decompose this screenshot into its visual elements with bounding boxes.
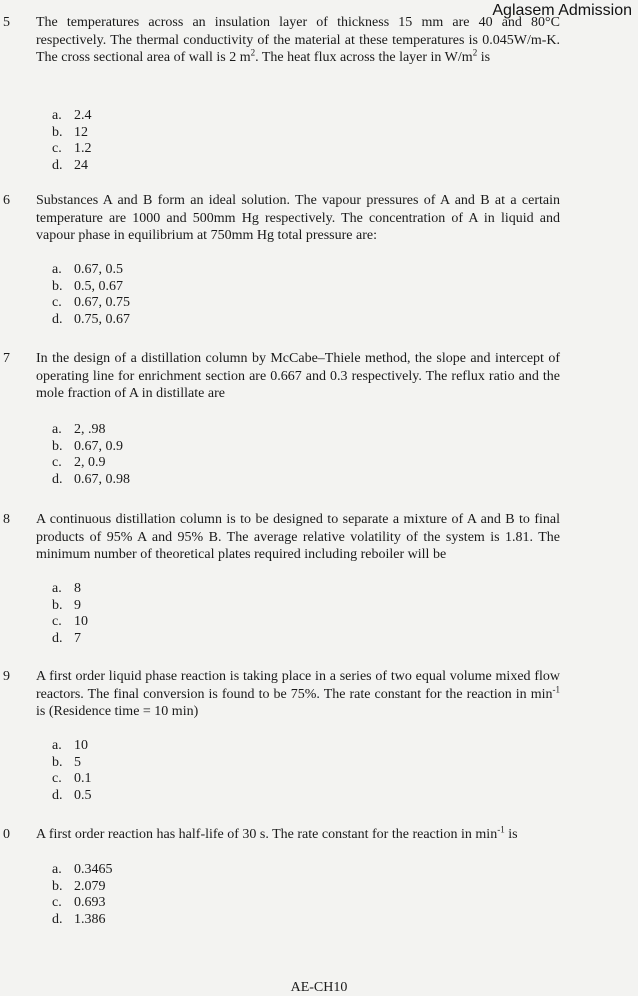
option-item: c. 0.67, 0.75 bbox=[52, 295, 130, 310]
question-text-part: is bbox=[477, 50, 491, 65]
options-list bbox=[52, 581, 88, 647]
option-item: a. 2, .98 bbox=[52, 422, 106, 437]
page-footer: AE-CH10 bbox=[290, 980, 348, 995]
options-list bbox=[52, 738, 92, 804]
option-item: c. 10 bbox=[52, 614, 88, 629]
option-item: d. 24 bbox=[52, 157, 88, 173]
question-text-part: A first order liquid phase reaction is taking place in a series of two equal volume mixed flow reactors. The final conversion is found to be 75%. The rate constant for the reaction in min bbox=[36, 669, 560, 702]
superscript: -1 bbox=[497, 824, 505, 835]
option-item: b. 0.67, 0.9 bbox=[52, 438, 123, 454]
question-text-part: A first order reaction has half-life of 30 s. The rate constant for the reaction in min bbox=[36, 827, 498, 842]
option-item: a. 0.67, 0.5 bbox=[52, 262, 123, 277]
options-list bbox=[52, 422, 130, 488]
option-item: d. 0.67, 0.98 bbox=[52, 471, 130, 487]
option-item: d. 0.5 bbox=[52, 787, 92, 803]
option-item: c. 0.1 bbox=[52, 771, 92, 786]
superscript: 2 bbox=[250, 47, 256, 58]
question-text-part: The temperatures across an insulation layer of thickness 15 mm are 40 and 80°C respectively. The thermal conductivity of the material at these temperatures is 0.045W/m-K. The cross sectional area of wall is 2 m bbox=[36, 15, 560, 65]
option-item: b. 2.079 bbox=[52, 878, 106, 894]
question-text bbox=[36, 668, 560, 721]
option-item: a. 10 bbox=[52, 738, 88, 753]
question-number: 5 bbox=[3, 15, 10, 30]
option-item: b. 5 bbox=[52, 754, 81, 770]
question-text-part: is bbox=[504, 827, 518, 842]
option-item: d. 0.75, 0.67 bbox=[52, 311, 130, 327]
option-item: a. 0.3465 bbox=[52, 862, 113, 877]
options-list bbox=[52, 862, 113, 928]
options-list bbox=[52, 108, 92, 174]
question-text: Substances A and B form an ideal solution. The vapour pressures of A and B at a certain temperature are 1000 and 500mm Hg respectively. The concentration of A in liquid and vapour phase in equilibrium at 750mm Hg total pressure are: bbox=[36, 193, 560, 243]
option-item: d. 1.386 bbox=[52, 911, 106, 927]
option-item: c. 0.693 bbox=[52, 895, 106, 910]
question-text: In the design of a distillation column by McCabe–Thiele method, the slope and intercept of operating line for enrichment section are 0.667 and 0.3 respectively. The reflux ratio and the mole fraction of A in distillate are bbox=[36, 351, 560, 401]
option-item: c. 2, 0.9 bbox=[52, 455, 106, 470]
option-item: c. 1.2 bbox=[52, 141, 92, 156]
question-text: A continuous distillation column is to be designed to separate a mixture of A and B to final products of 95% A and 95% B. The average relative volatility of the system is 1.81. The minimum number of theoretical plates required including reboiler will be bbox=[36, 512, 560, 562]
question-text bbox=[36, 826, 560, 844]
option-item: a. 2.4 bbox=[52, 108, 92, 123]
option-item: b. 0.5, 0.67 bbox=[52, 278, 123, 294]
option-item: a. 8 bbox=[52, 581, 81, 596]
options-list bbox=[52, 262, 130, 328]
question-number: 7 bbox=[3, 351, 10, 366]
question-text-part: is (Residence time = 10 min) bbox=[36, 704, 199, 719]
question-number: 6 bbox=[3, 193, 10, 208]
superscript: -1 bbox=[552, 683, 560, 694]
superscript: 2 bbox=[472, 47, 478, 58]
option-item: b. 9 bbox=[52, 597, 81, 613]
option-item: d. 7 bbox=[52, 630, 81, 646]
question-number: 0 bbox=[3, 827, 10, 842]
option-item: b. 12 bbox=[52, 124, 88, 140]
question-number: 8 bbox=[3, 512, 10, 527]
watermark-label: Aglasem Admission bbox=[492, 2, 632, 19]
question-text bbox=[36, 14, 560, 67]
question-number: 9 bbox=[3, 669, 10, 684]
question-text-part: . The heat flux across the layer in W/m bbox=[255, 50, 473, 65]
